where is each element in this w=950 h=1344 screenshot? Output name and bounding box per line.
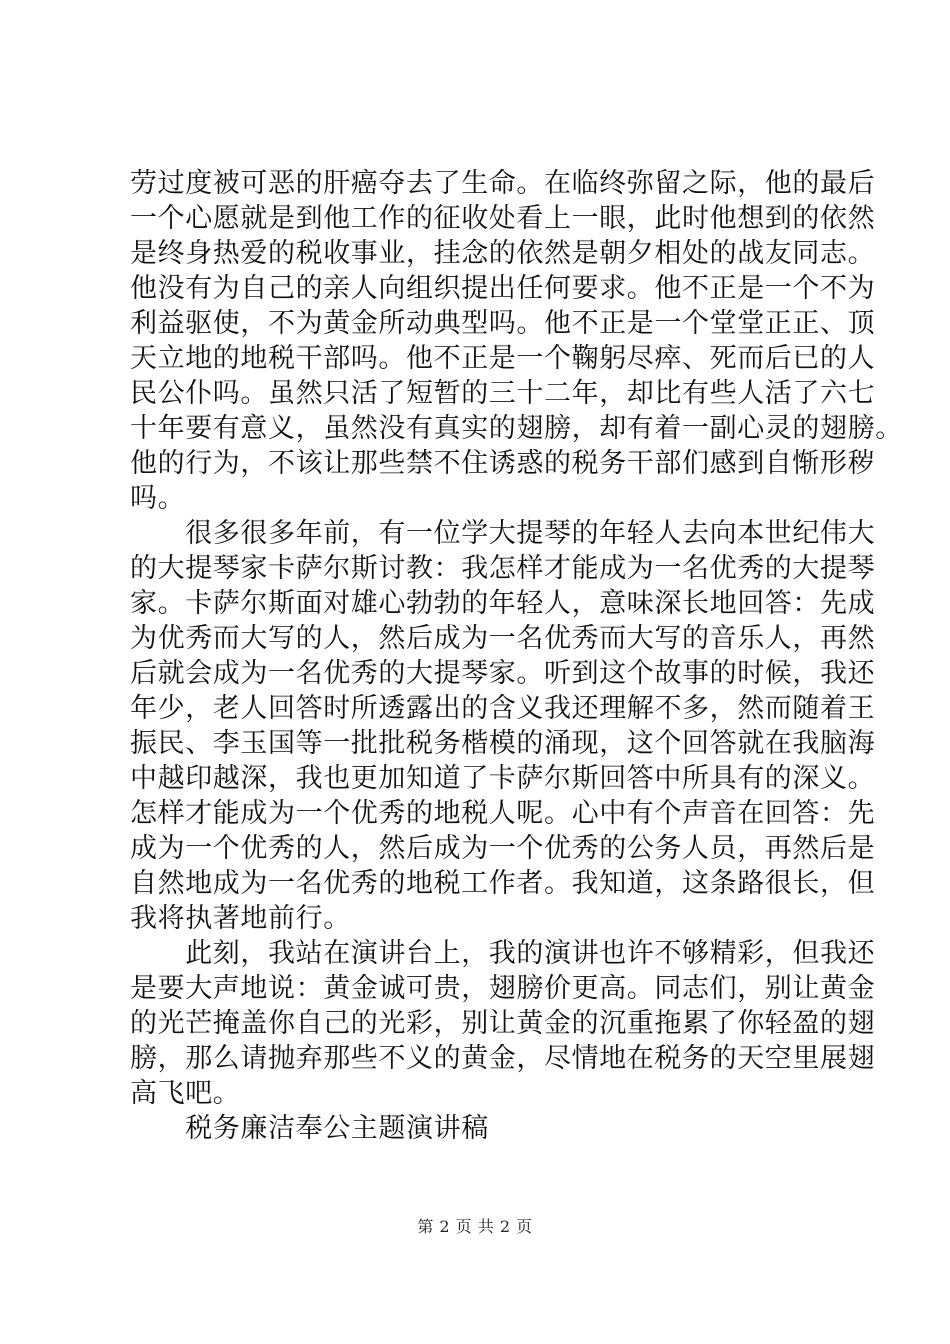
text-line: 是终身热爱的税收事业，挂念的依然是朝夕相处的战友同志。 [130, 238, 876, 269]
text-line: 家。卡萨尔斯面对雄心勃勃的年轻人，意味深长地回答：先成 [130, 588, 876, 619]
text-line: 中越印越深，我也更加知道了卡萨尔斯回答中所具有的深义。 [130, 763, 876, 794]
text-line: 的光芒掩盖你自己的光彩，别让黄金的沉重拖累了你轻盈的翅 [130, 1008, 876, 1039]
text-line: 我将执著地前行。 [130, 903, 351, 934]
text-line: 后就会成为一名优秀的大提琴家。听到这个故事的时候，我还 [130, 658, 876, 689]
text-line: 怎样才能成为一个优秀的地税人呢。心中有个声音在回答：先 [130, 798, 876, 829]
text-line: 税务廉洁奉公主题演讲稿 [130, 1113, 489, 1144]
text-line: 吗。 [130, 483, 186, 514]
text-line: 是要大声地说：黄金诚可贵，翅膀价更高。同志们，别让黄金 [130, 973, 876, 1004]
text-line: 他没有为自己的亲人向组织提出任何要求。他不正是一个不为 [130, 273, 876, 304]
text-line: 天立地的地税干部吗。他不正是一个鞠躬尽瘁、死而后已的人 [130, 343, 876, 374]
text-line: 年少，老人回答时所透露出的含义我还理解不多，然而随着王 [130, 693, 876, 724]
page-number: 第 2 页 共 2 页 [417, 1217, 533, 1236]
text-line: 利益驱使，不为黄金所动典型吗。他不正是一个堂堂正正、顶 [130, 308, 876, 339]
text-line: 自然地成为一名优秀的地税工作者。我知道，这条路很长，但 [130, 868, 876, 899]
text-line: 的大提琴家卡萨尔斯讨教：我怎样才能成为一名优秀的大提琴 [130, 553, 876, 584]
text-line: 十年要有意义，虽然没有真实的翅膀，却有着一副心灵的翅膀。 [130, 413, 903, 444]
text-line: 此刻，我站在演讲台上，我的演讲也许不够精彩，但我还 [130, 938, 876, 969]
text-line: 民公仆吗。虽然只活了短暂的三十二年，却比有些人活了六七 [130, 378, 876, 409]
text-line: 高飞吧。 [130, 1078, 241, 1109]
text-line: 振民、李玉国等一批批税务楷模的涌现，这个回答就在我脑海 [130, 728, 876, 759]
text-line: 劳过度被可恶的肝癌夺去了生命。在临终弥留之际，他的最后 [130, 168, 876, 199]
page-footer [0, 1214, 950, 1237]
text-line: 很多很多年前，有一位学大提琴的年轻人去向本世纪伟大 [130, 518, 876, 549]
text-line: 为优秀而大写的人，然后成为一名优秀而大写的音乐人，再然 [130, 623, 876, 654]
text-line: 成为一个优秀的人，然后成为一个优秀的公务人员，再然后是 [130, 833, 876, 864]
text-line: 一个心愿就是到他工作的征收处看上一眼，此时他想到的依然 [130, 203, 876, 234]
text-line: 他的行为，不该让那些禁不住诱惑的税务干部们感到自惭形秽 [130, 448, 876, 479]
text-line: 膀，那么请抛弃那些不义的黄金，尽情地在税务的天空里展翅 [130, 1043, 876, 1074]
document-body [130, 166, 903, 1146]
